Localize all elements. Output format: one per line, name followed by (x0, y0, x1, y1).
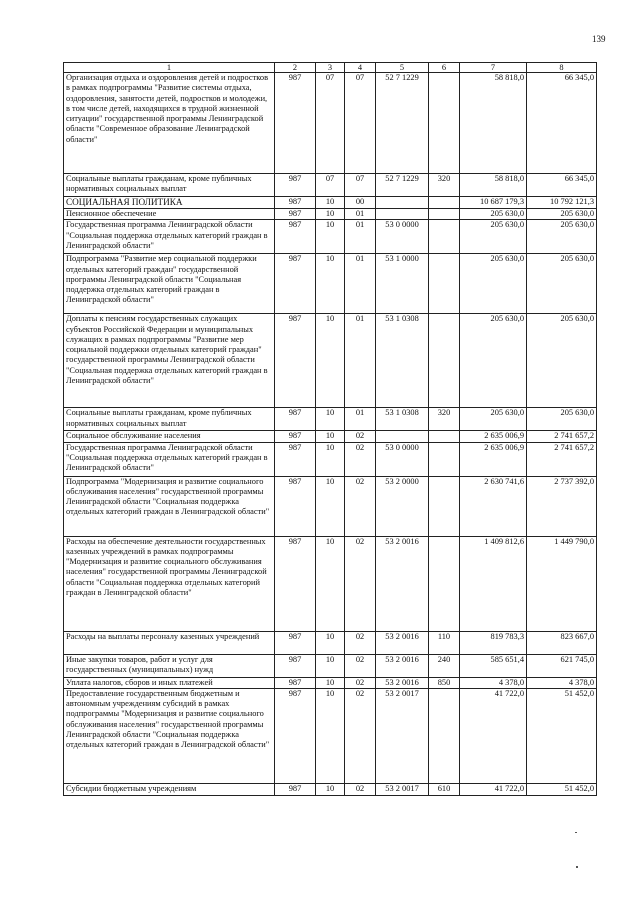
row-name: Социальное обслуживание населения (64, 431, 275, 442)
cell-expense-type (429, 209, 460, 220)
cell-target-item: 53 2 0017 (376, 783, 429, 795)
cell-subsection: 01 (345, 220, 376, 254)
row-name: Организация отдыха и оздоровления детей и подростков в рамках подпрограммы "Развитие системы отдыха, оздоровления, занятости детей, подростков и молодежи, в том числе детей, находящихся в трудной жизненной ситуации" государственной программы Ленинградской области "Современное образование Ленинградской области" (64, 73, 275, 174)
row-name: Подпрограмма "Модернизация и развитие социального обслуживания населения" государственной программы Ленинградской области "Социальная поддержка отдельных категорий граждан в Ленинградской области" (64, 476, 275, 536)
cell-grbs: 987 (275, 442, 316, 476)
cell-target-item: 53 2 0016 (376, 677, 429, 688)
cell-target-item: 53 1 0000 (376, 254, 429, 314)
cell-sum-year-2: 1 449 790,0 (527, 536, 597, 631)
cell-section: 10 (316, 197, 345, 209)
header-col-5: 5 (376, 63, 429, 73)
cell-sum-year-2: 205 630,0 (527, 408, 597, 431)
cell-grbs: 987 (275, 209, 316, 220)
cell-subsection: 02 (345, 431, 376, 442)
cell-grbs: 987 (275, 631, 316, 654)
cell-subsection: 02 (345, 631, 376, 654)
cell-grbs: 987 (275, 314, 316, 408)
cell-expense-type (429, 442, 460, 476)
cell-expense-type (429, 688, 460, 783)
cell-sum-year-1: 205 630,0 (460, 209, 527, 220)
cell-subsection: 01 (345, 209, 376, 220)
table-row (64, 442, 597, 476)
cell-sum-year-1: 58 818,0 (460, 174, 527, 197)
cell-sum-year-2: 205 630,0 (527, 220, 597, 254)
cell-section: 10 (316, 677, 345, 688)
table-row (64, 197, 597, 209)
cell-target-item: 53 2 0016 (376, 631, 429, 654)
row-name: Субсидии бюджетным учреждениям (64, 783, 275, 795)
cell-expense-type: 610 (429, 783, 460, 795)
cell-section: 10 (316, 254, 345, 314)
cell-subsection: 02 (345, 654, 376, 677)
table-row (64, 254, 597, 314)
table-row (64, 209, 597, 220)
row-name: Расходы на обеспечение деятельности государственных казенных учреждений в рамках подпрограммы "Модернизация и развитие социального обслуживания населения" государственной программы Ленинградской области "Социальная поддержка отдельных категорий граждан в Ленинградской области" (64, 536, 275, 631)
table-row (64, 783, 597, 795)
table-row (64, 314, 597, 408)
cell-subsection: 02 (345, 476, 376, 536)
cell-sum-year-1: 41 722,0 (460, 783, 527, 795)
row-name: Уплата налогов, сборов и иных платежей (64, 677, 275, 688)
table-row (64, 220, 597, 254)
cell-sum-year-1: 4 378,0 (460, 677, 527, 688)
cell-section: 10 (316, 431, 345, 442)
cell-section: 10 (316, 631, 345, 654)
cell-target-item: 53 2 0017 (376, 688, 429, 783)
cell-expense-type: 850 (429, 677, 460, 688)
cell-section: 10 (316, 408, 345, 431)
table-row (64, 431, 597, 442)
cell-sum-year-2: 205 630,0 (527, 254, 597, 314)
cell-section: 10 (316, 314, 345, 408)
cell-expense-type: 320 (429, 408, 460, 431)
cell-expense-type (429, 314, 460, 408)
cell-target-item: 53 2 0000 (376, 476, 429, 536)
header-col-2: 2 (275, 63, 316, 73)
cell-target-item (376, 431, 429, 442)
cell-section: 10 (316, 783, 345, 795)
page-number: 139 (592, 34, 606, 44)
cell-target-item (376, 209, 429, 220)
cell-subsection: 01 (345, 314, 376, 408)
row-name: Государственная программа Ленинградской области "Социальная поддержка отдельных категорий граждан в Ленинградской области" (64, 220, 275, 254)
cell-sum-year-2: 205 630,0 (527, 209, 597, 220)
row-name: Подпрограмма "Развитие мер социальной поддержки отдельных категорий граждан" государственной программы Ленинградской области "Социальная поддержка отдельных категорий граждан в Ленинградской области" (64, 254, 275, 314)
header-col-1: 1 (64, 63, 275, 73)
header-col-7: 7 (460, 63, 527, 73)
cell-grbs: 987 (275, 254, 316, 314)
cell-grbs: 987 (275, 677, 316, 688)
cell-sum-year-2: 51 452,0 (527, 783, 597, 795)
header-col-3: 3 (316, 63, 345, 73)
cell-section: 10 (316, 688, 345, 783)
cell-subsection: 02 (345, 688, 376, 783)
cell-subsection: 07 (345, 73, 376, 174)
cell-subsection: 00 (345, 197, 376, 209)
cell-expense-type (429, 476, 460, 536)
cell-sum-year-2: 823 667,0 (527, 631, 597, 654)
cell-sum-year-1: 2 630 741,6 (460, 476, 527, 536)
cell-sum-year-2: 205 630,0 (527, 314, 597, 408)
cell-sum-year-1: 205 630,0 (460, 408, 527, 431)
cell-expense-type (429, 536, 460, 631)
row-name: Пенсионное обеспечение (64, 209, 275, 220)
cell-grbs: 987 (275, 197, 316, 209)
cell-sum-year-1: 1 409 812,6 (460, 536, 527, 631)
scan-speck (576, 866, 578, 868)
row-name: Иные закупки товаров, работ и услуг для государственных (муниципальных) нужд (64, 654, 275, 677)
cell-section: 10 (316, 536, 345, 631)
cell-grbs: 987 (275, 654, 316, 677)
cell-subsection: 02 (345, 536, 376, 631)
cell-section: 07 (316, 174, 345, 197)
cell-grbs: 987 (275, 408, 316, 431)
cell-section: 10 (316, 654, 345, 677)
cell-grbs: 987 (275, 431, 316, 442)
cell-sum-year-2: 2 741 657,2 (527, 431, 597, 442)
header-row (64, 63, 597, 73)
cell-expense-type (429, 431, 460, 442)
cell-section: 07 (316, 73, 345, 174)
cell-target-item: 53 0 0000 (376, 220, 429, 254)
cell-sum-year-1: 205 630,0 (460, 220, 527, 254)
cell-sum-year-2: 66 345,0 (527, 73, 597, 174)
cell-section: 10 (316, 476, 345, 536)
table-row (64, 654, 597, 677)
cell-target-item: 53 2 0016 (376, 654, 429, 677)
table-row (64, 536, 597, 631)
cell-target-item: 52 7 1229 (376, 174, 429, 197)
cell-expense-type (429, 73, 460, 174)
table-row (64, 476, 597, 536)
cell-section: 10 (316, 220, 345, 254)
cell-expense-type (429, 220, 460, 254)
cell-sum-year-2: 51 452,0 (527, 688, 597, 783)
cell-target-item (376, 197, 429, 209)
cell-sum-year-1: 58 818,0 (460, 73, 527, 174)
cell-grbs: 987 (275, 476, 316, 536)
row-name: Социальные выплаты гражданам, кроме публичных нормативных социальных выплат (64, 408, 275, 431)
cell-grbs: 987 (275, 688, 316, 783)
cell-subsection: 01 (345, 408, 376, 431)
cell-grbs: 987 (275, 174, 316, 197)
cell-subsection: 07 (345, 174, 376, 197)
cell-sum-year-1: 205 630,0 (460, 314, 527, 408)
row-name: Расходы на выплаты персоналу казенных учреждений (64, 631, 275, 654)
table-row (64, 688, 597, 783)
header-col-4: 4 (345, 63, 376, 73)
header-col-6: 6 (429, 63, 460, 73)
cell-sum-year-1: 585 651,4 (460, 654, 527, 677)
cell-grbs: 987 (275, 536, 316, 631)
row-name: Предоставление государственным бюджетным и автономным учреждениям субсидий в рамках подпрограммы "Модернизация и развитие социального обслуживания населения" государственной программы Ленинградской области "Социальная поддержка отдельных категорий граждан в Ленинградской области" (64, 688, 275, 783)
header-col-8: 8 (527, 63, 597, 73)
cell-grbs: 987 (275, 783, 316, 795)
table-row (64, 677, 597, 688)
cell-grbs: 987 (275, 73, 316, 174)
cell-expense-type: 320 (429, 174, 460, 197)
table-row (64, 174, 597, 197)
cell-sum-year-1: 2 635 006,9 (460, 442, 527, 476)
row-name: СОЦИАЛЬНАЯ ПОЛИТИКА (64, 197, 275, 209)
cell-subsection: 02 (345, 783, 376, 795)
cell-subsection: 02 (345, 677, 376, 688)
cell-expense-type: 240 (429, 654, 460, 677)
cell-sum-year-1: 205 630,0 (460, 254, 527, 314)
row-name: Доплаты к пенсиям государственных служащих субъектов Российской Федерации и муниципальных служащих в рамках подпрограммы "Развитие мер социальной поддержки отдельных категорий граждан" государственной программы Ленинградской области "Социальная поддержка отдельных категорий граждан в Ленинградской области" (64, 314, 275, 408)
cell-sum-year-1: 10 687 179,3 (460, 197, 527, 209)
cell-target-item: 53 1 0308 (376, 408, 429, 431)
cell-sum-year-1: 41 722,0 (460, 688, 527, 783)
budget-table (63, 62, 597, 796)
cell-target-item: 53 1 0308 (376, 314, 429, 408)
cell-sum-year-2: 66 345,0 (527, 174, 597, 197)
cell-subsection: 01 (345, 254, 376, 314)
cell-section: 10 (316, 442, 345, 476)
table-row (64, 408, 597, 431)
cell-grbs: 987 (275, 220, 316, 254)
cell-sum-year-1: 819 783,3 (460, 631, 527, 654)
cell-sum-year-2: 621 745,0 (527, 654, 597, 677)
cell-expense-type (429, 254, 460, 314)
row-name: Социальные выплаты гражданам, кроме публичных нормативных социальных выплат (64, 174, 275, 197)
cell-sum-year-2: 2 737 392,0 (527, 476, 597, 536)
table-row (64, 73, 597, 174)
table-row (64, 631, 597, 654)
cell-expense-type: 110 (429, 631, 460, 654)
cell-sum-year-2: 4 378,0 (527, 677, 597, 688)
cell-target-item: 53 2 0016 (376, 536, 429, 631)
cell-expense-type (429, 197, 460, 209)
cell-sum-year-1: 2 635 006,9 (460, 431, 527, 442)
cell-sum-year-2: 2 741 657,2 (527, 442, 597, 476)
cell-section: 10 (316, 209, 345, 220)
cell-target-item: 52 7 1229 (376, 73, 429, 174)
cell-target-item: 53 0 0000 (376, 442, 429, 476)
cell-subsection: 02 (345, 442, 376, 476)
scan-speck (575, 832, 577, 833)
row-name: Государственная программа Ленинградской области "Социальная поддержка отдельных категорий граждан в Ленинградской области" (64, 442, 275, 476)
cell-sum-year-2: 10 792 121,3 (527, 197, 597, 209)
